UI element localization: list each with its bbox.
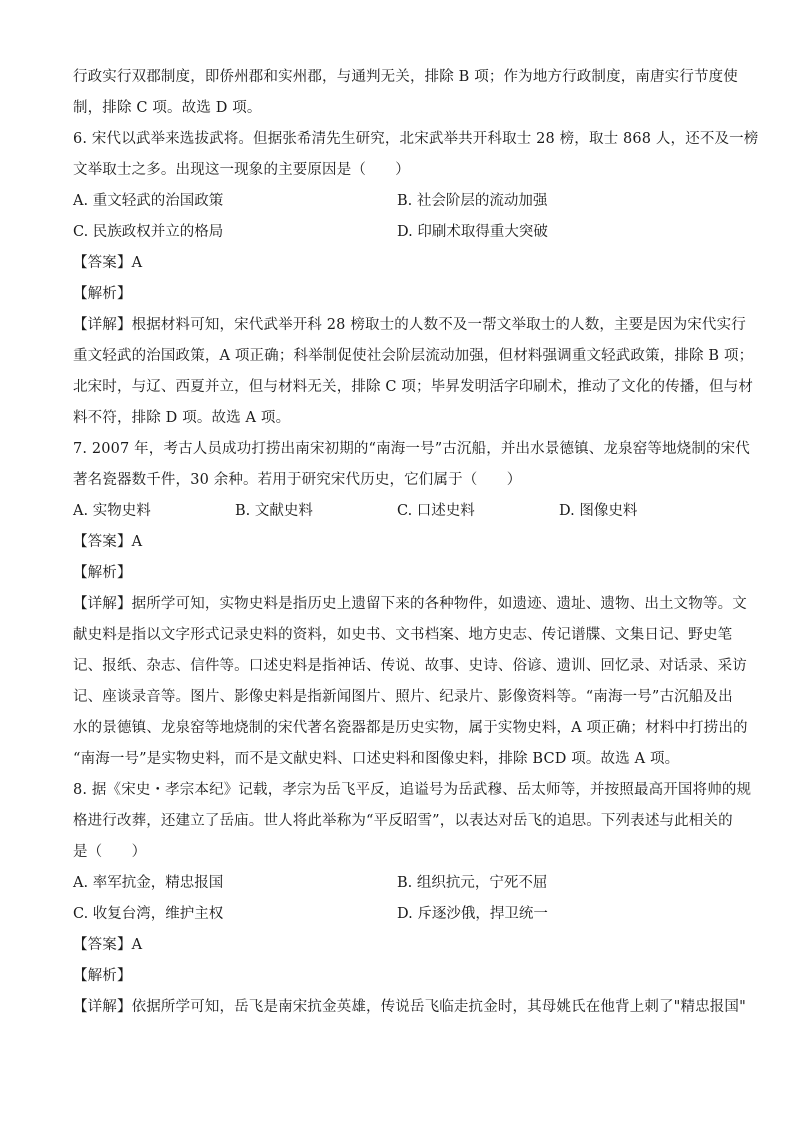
text-line: 行政实行双郡制度，即侨州郡和实州郡，与通判无关，排除 B 项；作为地方行政制度，南唐实行节度使: [73, 69, 738, 85]
question-stem: 6. 宋代以武举来选拔武将。但据张希清先生研究，北宋武举共开科取士 28 榜，取士 868 人，还不及一榜: [73, 131, 759, 147]
detail-line: 【详解】据所学可知，实物史料是指历史上遗留下来的各种物件，如遗迹、遗址、遗物、出土文物等。文: [73, 596, 747, 612]
detail-line: 记、报纸、杂志、信件等。口述史料是指神话、传说、故事、史诗、俗谚、遗训、回忆录、对话录、采访: [73, 658, 747, 674]
options-row: [73, 217, 721, 248]
analysis-label: 【解析】: [73, 968, 132, 984]
detail-line: “南海一号”是实物史料，而不是文献史料、口述史料和图像史料，排除 BCD 项。故选 A 项。: [73, 751, 680, 767]
option-d: D. 图像史料: [559, 503, 638, 519]
detail-line: 记、座谈录音等。图片、影像史料是指新闻图片、照片、纪录片、影像资料等。“南海一号”古沉船及出: [73, 689, 733, 705]
detail-line: 北宋时，与辽、西夏并立，但与材料无关，排除 C 项；毕昇发明活字印刷术，推动了文化的传播，但与材: [73, 379, 754, 395]
question-7: [73, 434, 750, 775]
answer-label: 【答案】A: [73, 534, 143, 550]
analysis-label: 【解析】: [73, 286, 132, 302]
options-row: [73, 868, 721, 899]
text-line: 制，排除 C 项。故选 D 项。: [73, 100, 262, 116]
option-b: B. 社会阶层的流动加强: [397, 193, 548, 209]
question-6: [73, 124, 759, 434]
detail-line: 【详解】依据所学可知，岳飞是南宋抗金英雄，传说岳飞临走抗金时，其母姚氏在他背上刺了"精忠报国": [73, 999, 746, 1015]
option-a: A. 重文轻武的治国政策: [73, 193, 224, 209]
option-c: C. 口述史料: [397, 503, 475, 519]
answer-label: 【答案】A: [73, 255, 143, 271]
answer-label: 【答案】A: [73, 937, 143, 953]
detail-line: 水的景德镇、龙泉窑等地烧制的宋代著名瓷器都是历史实物，属于实物史料，A 项正确；材料中打捞出的: [73, 720, 748, 736]
option-a: A. 实物史料: [73, 503, 151, 519]
question-stem: 文举取士之多。出现这一现象的主要原因是（ ）: [73, 162, 410, 178]
option-b: B. 文献史料: [235, 503, 313, 519]
question-stem: 格进行改葬，还建立了岳庙。世人将此举称为“平反昭雪”，以表达对岳飞的追思。下列表述与此相关的: [73, 813, 733, 829]
options-row: [73, 186, 721, 217]
detail-line: 重文轻武的治国政策，A 项正确；科举制促使社会阶层流动加强，但材料强调重文轻武政策，排除 B 项；: [73, 348, 754, 364]
question-8: [73, 775, 752, 1023]
option-a: A. 率军抗金，精忠报国: [73, 875, 224, 891]
option-c: C. 收复台湾，维护主权: [73, 906, 224, 922]
options-row: [73, 899, 721, 930]
option-d: D. 斥逐沙俄，捍卫统一: [397, 906, 548, 922]
question-stem: 7. 2007 年，考古人员成功打捞出南宋初期的“南海一号”古沉船，并出水景德镇、龙泉窑等地烧制的宋代: [73, 441, 750, 457]
option-b: B. 组织抗元，宁死不屈: [397, 875, 548, 891]
option-c: C. 民族政权并立的格局: [73, 224, 224, 240]
analysis-label: 【解析】: [73, 565, 132, 581]
options-row: [73, 496, 721, 527]
question-stem: 8. 据《宋史・孝宗本纪》记载，孝宗为岳飞平反，追谥号为岳武穆、岳太师等，并按照最高开国将帅的规: [73, 782, 752, 798]
detail-line: 料不符，排除 D 项。故选 A 项。: [73, 410, 291, 426]
option-d: D. 印刷术取得重大突破: [397, 224, 548, 240]
detail-line: 献史料是指以文字形式记录史料的资料，如史书、文书档案、地方史志、传记谱牒、文集日记、野史笔: [73, 627, 733, 643]
question-stem: 是（ ）: [73, 844, 147, 860]
detail-line: 【详解】根据材料可知，宋代武举开科 28 榜取士的人数不及一帮文举取士的人数，主要是因为宋代实行: [73, 317, 746, 333]
document-page: [73, 62, 759, 1023]
question-stem: 著名瓷器数千件，30 余种。若用于研究宋代历史，它们属于（ ）: [73, 472, 522, 488]
